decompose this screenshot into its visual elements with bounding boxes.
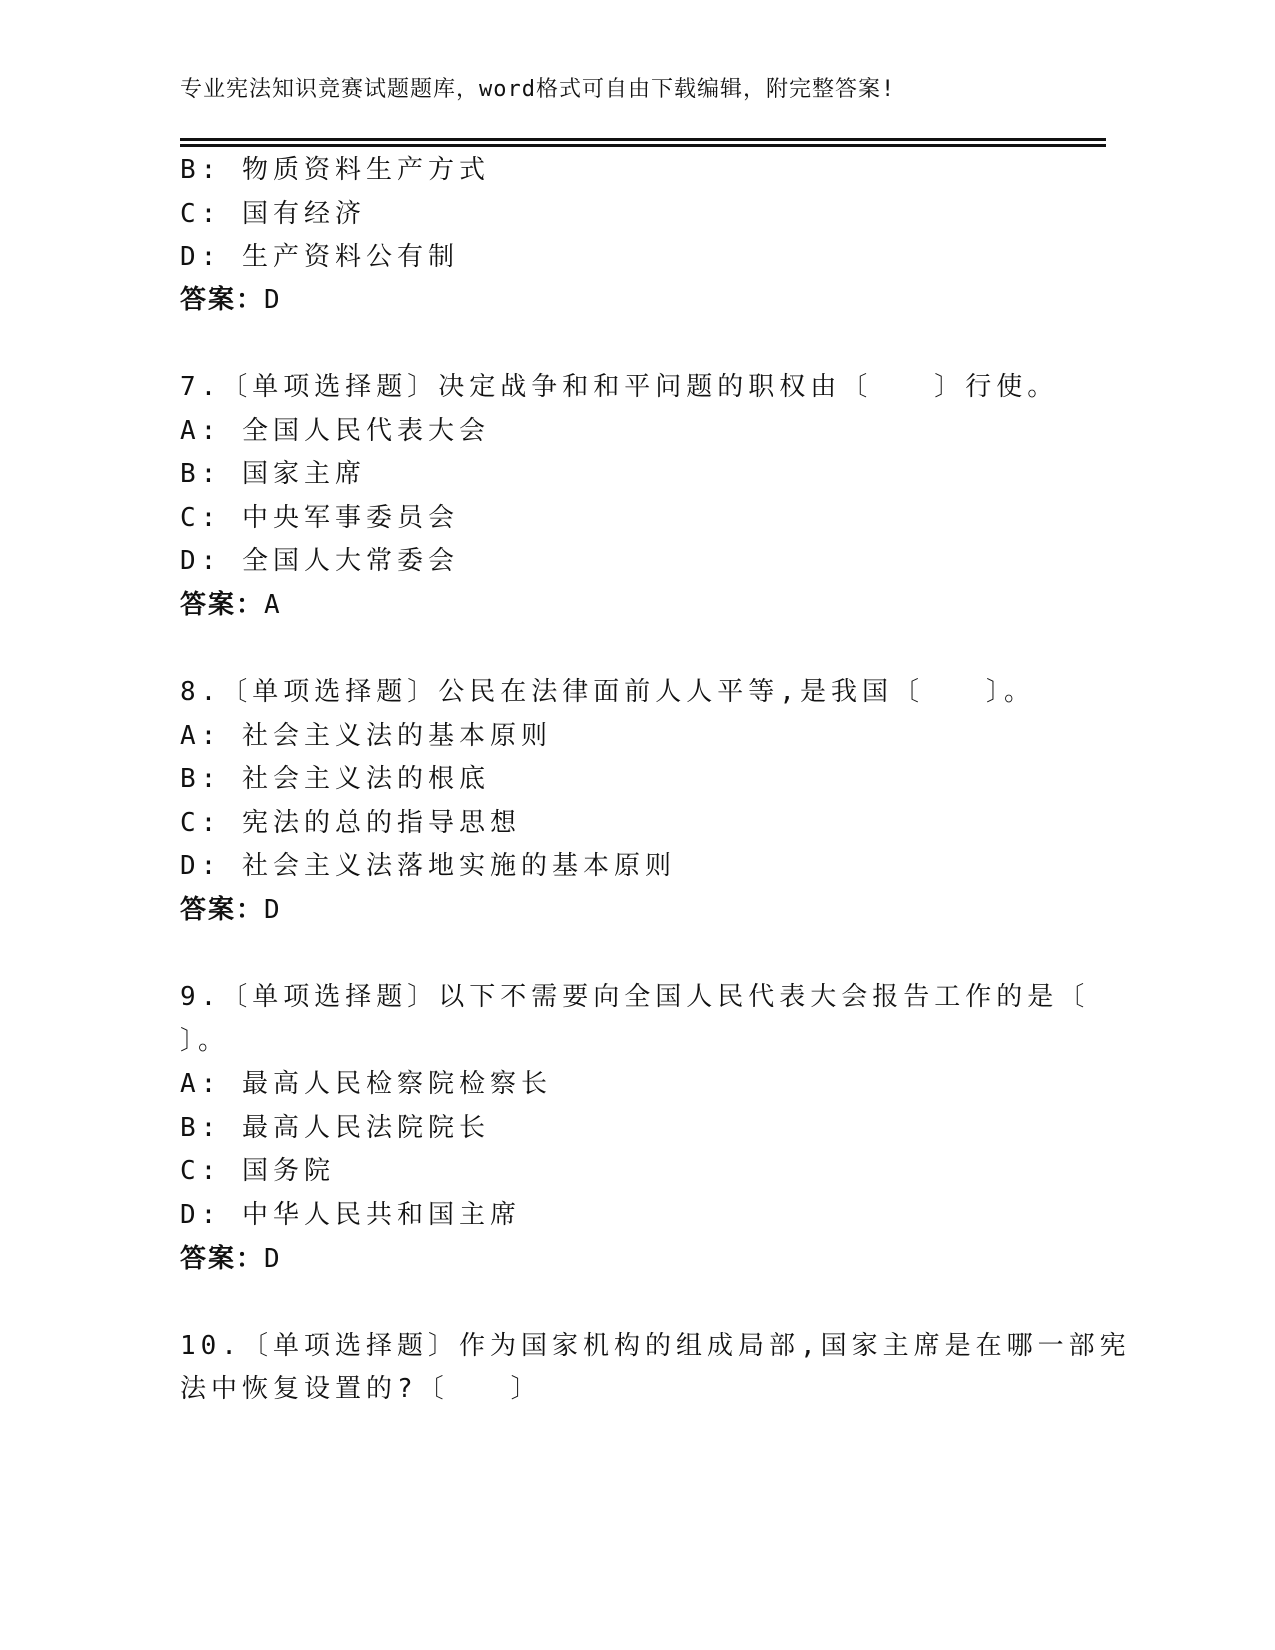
option-c: C: 宪法的总的指导思想 xyxy=(180,808,521,838)
question-stem: 8.〔单项选择题〕公民在法律面前人人平等,是我国〔 〕。 xyxy=(180,677,1035,707)
header-rule xyxy=(180,138,1106,141)
option-d: D: 全国人大常委会 xyxy=(180,546,459,576)
question-stem: 7.〔单项选择题〕决定战争和和平问题的职权由〔 〕行使。 xyxy=(180,372,1059,402)
header-rule xyxy=(180,144,1106,147)
question-stem-continued: 法中恢复设置的?〔 〕 xyxy=(180,1374,542,1404)
answer-label: 答案： xyxy=(180,285,265,315)
answer xyxy=(180,1244,281,1275)
answer-value: D xyxy=(264,895,281,925)
answer-label: 答案： xyxy=(180,590,265,620)
answer-value: D xyxy=(264,285,281,315)
option-d: D: 生产资料公有制 xyxy=(180,242,459,272)
option-a: A: 社会主义法的基本原则 xyxy=(180,721,552,751)
option-a: A: 全国人民代表大会 xyxy=(180,416,490,446)
question-stem-continued: 〕。 xyxy=(180,1026,230,1056)
answer-label: 答案： xyxy=(180,1244,265,1274)
answer-value: D xyxy=(264,1244,281,1274)
answer xyxy=(180,590,281,621)
question-stem: 9.〔单项选择题〕以下不需要向全国人民代表大会报告工作的是〔 xyxy=(180,982,1090,1012)
option-b: B: 最高人民法院院长 xyxy=(180,1113,490,1143)
document-header: 专业宪法知识竞赛试题题库，word格式可自由下载编辑，附完整答案! xyxy=(180,77,896,102)
option-d: D: 中华人民共和国主席 xyxy=(180,1200,521,1230)
option-b: B: 物质资料生产方式 xyxy=(180,155,490,185)
question-stem: 10.〔单项选择题〕作为国家机构的组成局部,国家主席是在哪一部宪 xyxy=(180,1331,1131,1361)
answer-label: 答案： xyxy=(180,895,265,925)
answer-value: A xyxy=(264,590,281,620)
option-a: A: 最高人民检察院检察长 xyxy=(180,1069,552,1099)
option-b: B: 国家主席 xyxy=(180,459,366,489)
answer xyxy=(180,285,281,316)
option-c: C: 国务院 xyxy=(180,1156,335,1186)
option-d: D: 社会主义法落地实施的基本原则 xyxy=(180,851,676,881)
option-c: C: 国有经济 xyxy=(180,199,366,229)
answer xyxy=(180,895,281,926)
option-b: B: 社会主义法的根底 xyxy=(180,764,490,794)
option-c: C: 中央军事委员会 xyxy=(180,503,459,533)
